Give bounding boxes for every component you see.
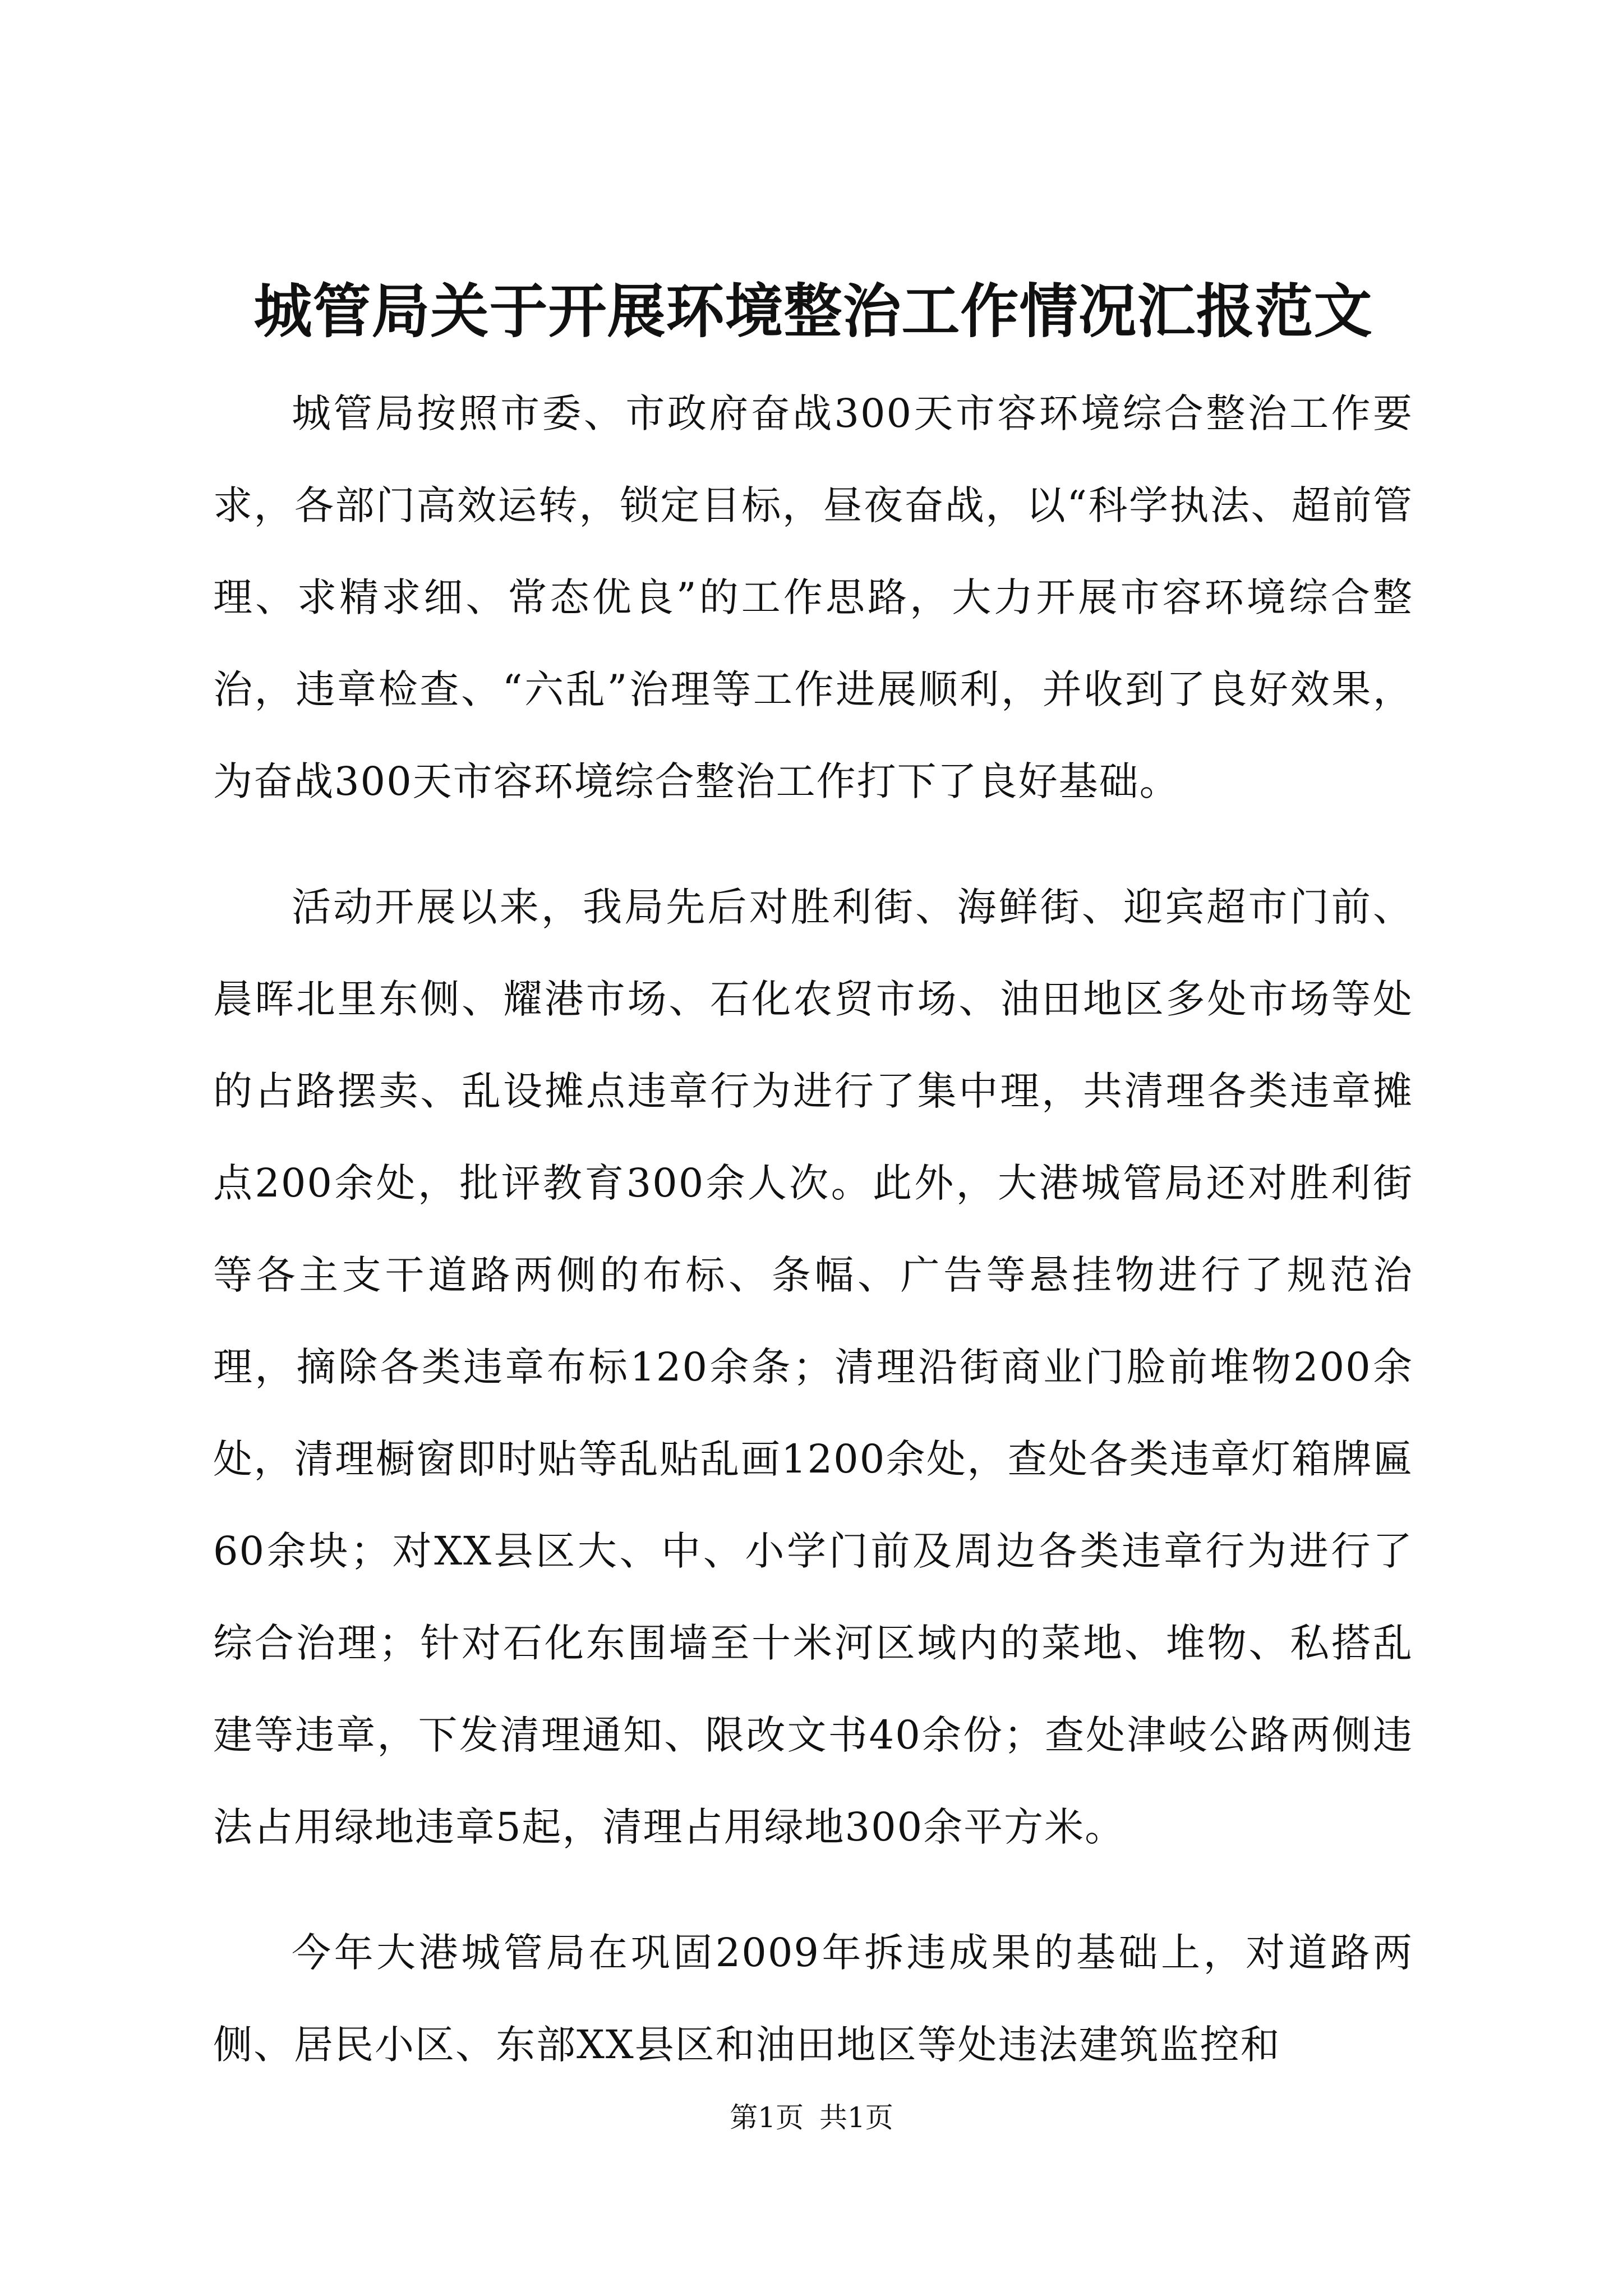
- page-footer: [0, 2098, 1623, 2137]
- paragraph-activities: 活动开展以来，我局先后对胜利街、海鲜街、迎宾超市门前、晨晖北里东侧、耀港市场、石化农贸市场、油田地区多处市场等处的占路摆卖、乱设摊点违章行为进行了集中理，共清理各类违章摊点200余处，批评教育300余人次。此外，大港城管局还对胜利街等各主支干道路两侧的布标、条幅、广告等悬挂物进行了规范治理，摘除各类违章布标120余条；清理沿街商业门脸前堆物200余处，清理橱窗即时贴等乱贴乱画1200余处，查处各类违章灯箱牌匾60余块；对XX县区大、中、小学门前及周边各类违章行为进行了综合治理；针对石化东围墙至十米河区域内的菜地、堆物、私搭乱建等违章，下发清理通知、限改文书40余份；查处津岐公路两侧违法占用绿地违章5起，清理占用绿地300余平方米。: [213, 884, 1413, 1850]
- page-number: 第1页: [730, 2101, 804, 2134]
- paragraph-intro: 城管局按照市委、市政府奋战300天市容环境综合整治工作要求，各部门高效运转，锁定目标，昼夜奋战，以“科学执法、超前管理、求精求细、常态优良”的工作思路，大力开展市容环境综合整治，违章检查、“六乱”治理等工作进展顺利，并收到了良好效果，为奋战300天市容环境综合整治工作打下了良好基础。: [213, 390, 1413, 804]
- document-body: [213, 367, 1413, 2124]
- document-title: 城管局关于开展环境整治工作情况汇报范文: [253, 277, 1373, 346]
- page-total: 共1页: [819, 2101, 893, 2134]
- paragraph-demolition: 今年大港城管局在巩固2009年拆违成果的基础上，对道路两侧、居民小区、东部XX县区和油田地区等处违法建筑监控和: [213, 1930, 1413, 2068]
